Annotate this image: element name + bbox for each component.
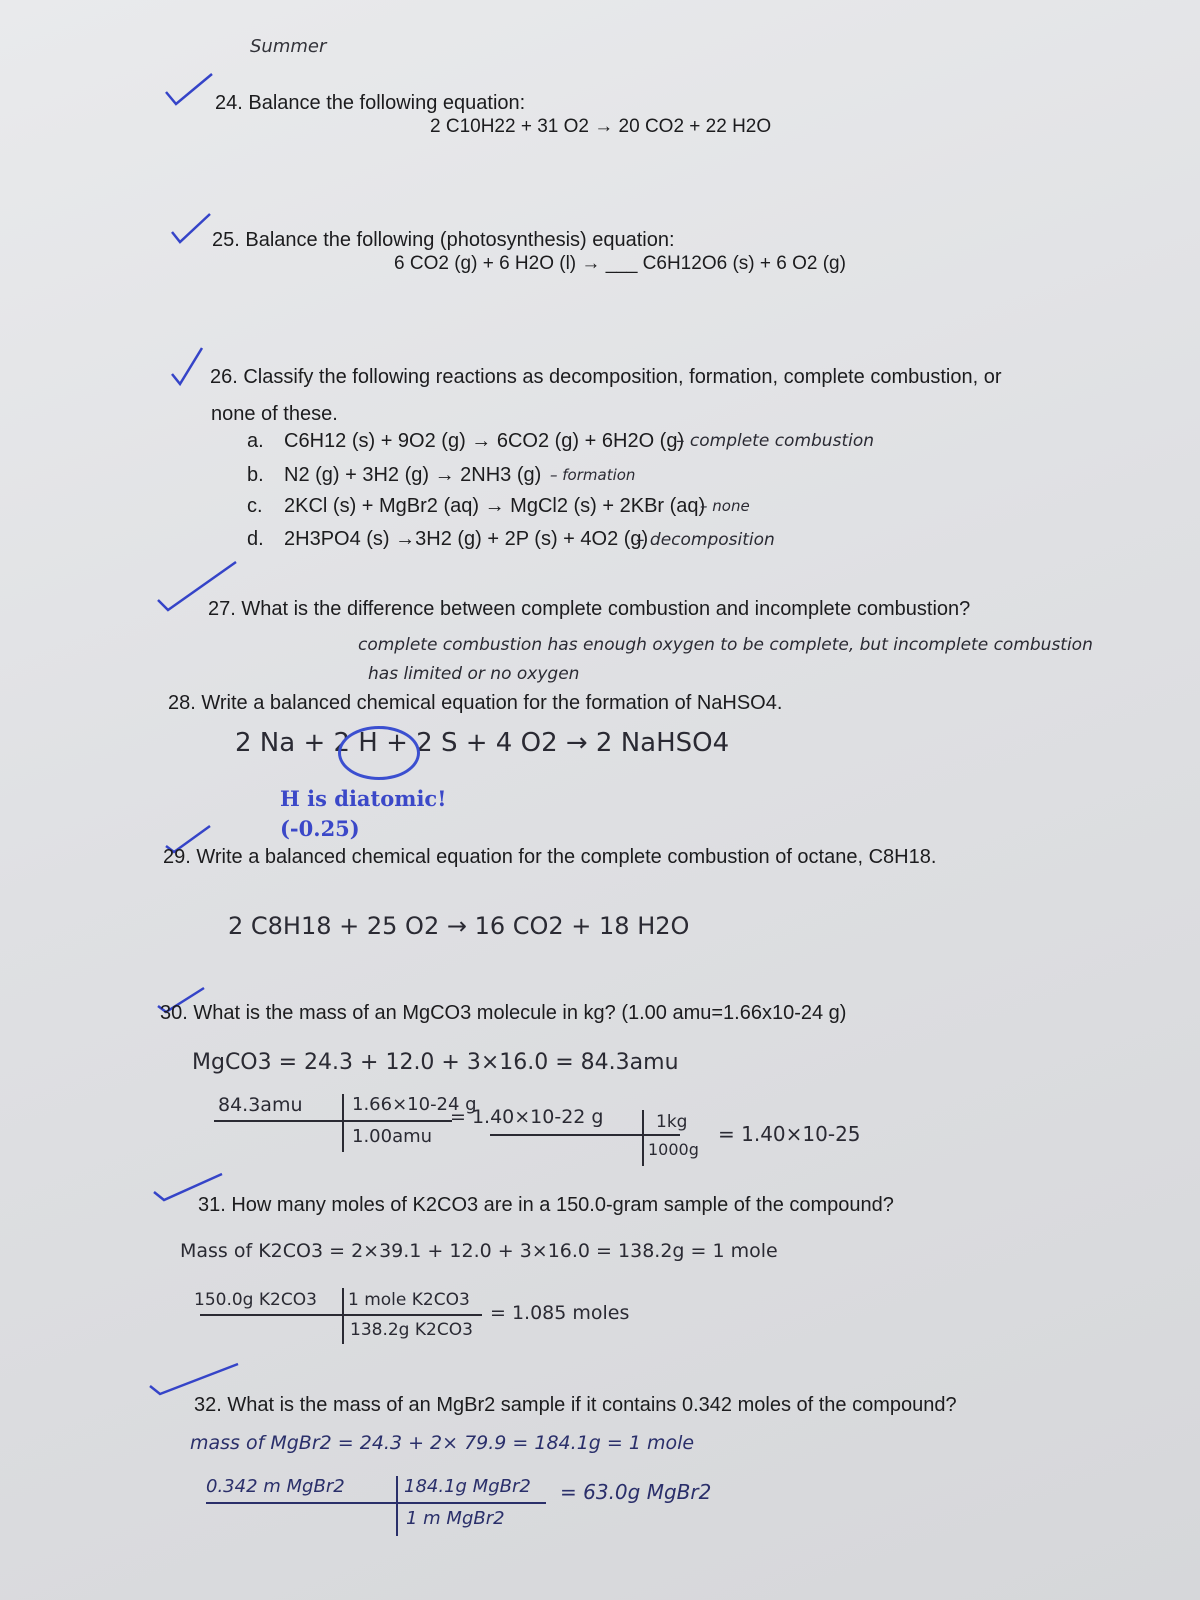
q32-molar-mass: mass of MgBr2 = 24.3 + 2× 79.9 = 184.1g = 1 mole — [190, 1432, 695, 1454]
q27-answer-line1: complete combustion has enough oxygen to be complete, but incomplete combustion — [358, 635, 1093, 655]
q30-molar-mass: MgCO3 = 24.3 + 12.0 + 3×16.0 = 84.3amu — [192, 1050, 679, 1075]
question-24: 24. Balance the following equation: — [215, 92, 526, 114]
q31-frac-num-right: 1 mole K2CO3 — [348, 1290, 470, 1310]
q30-factor-num: 1.66×10-24 g — [352, 1094, 477, 1115]
q31-frac-num-left: 150.0g K2CO3 — [194, 1290, 317, 1310]
q26-item-answer: – formation — [550, 466, 636, 484]
fraction-divider — [342, 1288, 344, 1344]
teacher-circle-mark — [338, 726, 420, 780]
q26-item-letter: b. — [247, 464, 264, 486]
question-29: 29. Write a balanced chemical equation for the complete combustion of octane, C8H18. — [163, 846, 937, 868]
fraction-divider — [342, 1094, 344, 1152]
question-27: 27. What is the difference between complete combustion and incomplete combustion? — [208, 598, 971, 620]
q26-item-letter: c. — [247, 495, 263, 517]
teacher-deduction: (-0.25) — [280, 816, 360, 841]
q25-equation: 6 CO2 (g) + 6 H2O (l) → ___ C6H12O6 (s) + 6 O2 (g) — [394, 253, 846, 274]
q26-item-letter: a. — [247, 430, 264, 452]
q26-item-answer: – none — [700, 497, 750, 515]
q26-item-reaction: C6H12 (s) + 9O2 (g) → 6CO2 (g) + 6H2O (g) — [284, 430, 685, 452]
q30-factor-den: 1.00amu — [352, 1126, 433, 1147]
check-mark-icon — [166, 208, 216, 248]
q32-frac-num-left: 0.342 m MgBr2 — [206, 1476, 345, 1497]
fraction-line — [342, 1120, 452, 1122]
q26-item-reaction: 2H3PO4 (s) →3H2 (g) + 2P (s) + 4O2 (g) — [284, 528, 649, 550]
fraction-divider — [396, 1476, 398, 1536]
q31-result: = 1.085 moles — [490, 1302, 630, 1324]
q31-molar-mass: Mass of K2CO3 = 2×39.1 + 12.0 + 3×16.0 = 138.2g = 1 mole — [180, 1240, 778, 1262]
q28-answer: 2 Na + 2 H + 2 S + 4 O2 → 2 NaHSO4 — [235, 728, 730, 758]
q32-frac-num-right: 184.1g MgBr2 — [404, 1476, 531, 1497]
q30-final-result: = 1.40×10-25 — [718, 1122, 861, 1146]
q32-result: = 63.0g MgBr2 — [560, 1480, 712, 1504]
question-26-line1: 26. Classify the following reactions as decomposition, formation, complete combustion, or — [210, 366, 1002, 388]
question-28: 28. Write a balanced chemical equation for the formation of NaHSO4. — [168, 692, 783, 714]
check-mark-icon — [166, 344, 216, 390]
q31-frac-den: 138.2g K2CO3 — [350, 1320, 473, 1340]
fraction-line — [200, 1314, 482, 1316]
question-32: 32. What is the mass of an MgBr2 sample if it contains 0.342 moles of the compound? — [194, 1394, 957, 1416]
q26-item-answer: – complete combustion — [676, 431, 875, 451]
student-name: Summer — [250, 36, 327, 57]
q26-item-reaction: N2 (g) + 3H2 (g) → 2NH3 (g) — [284, 464, 542, 486]
q26-item-letter: d. — [247, 528, 264, 550]
q29-answer: 2 C8H18 + 25 O2 → 16 CO2 + 18 H2O — [228, 912, 690, 940]
check-mark-icon — [160, 70, 220, 110]
question-25: 25. Balance the following (photosynthesis) equation: — [212, 229, 675, 251]
q26-item-answer: – decomposition — [636, 530, 775, 550]
q30-frac2-den: 1000g — [648, 1140, 699, 1159]
fraction-line — [490, 1134, 680, 1136]
q24-equation: 2 C10H22 + 31 O2 → 20 CO2 + 22 H2O — [430, 116, 772, 137]
q30-frac1-num: 84.3amu — [218, 1094, 303, 1116]
fraction-divider — [642, 1110, 644, 1166]
q30-mid-result: = 1.40×10-22 g — [450, 1106, 604, 1128]
question-31: 31. How many moles of K2CO3 are in a 150.0-gram sample of the compound? — [198, 1194, 894, 1216]
q26-item-reaction: 2KCl (s) + MgBr2 (aq) → MgCl2 (s) + 2KBr (aq) — [284, 495, 706, 517]
question-30: 30. What is the mass of an MgCO3 molecule in kg? (1.00 amu=1.66x10-24 g) — [160, 1002, 847, 1024]
question-26-line2: none of these. — [211, 403, 338, 425]
q32-frac-den: 1 m MgBr2 — [406, 1508, 505, 1529]
q30-frac2-num: 1kg — [656, 1112, 688, 1132]
fraction-line — [214, 1120, 342, 1122]
fraction-line — [206, 1502, 546, 1504]
q27-answer-line2: has limited or no oxygen — [368, 664, 580, 684]
teacher-comment: H is diatomic! — [280, 786, 447, 811]
